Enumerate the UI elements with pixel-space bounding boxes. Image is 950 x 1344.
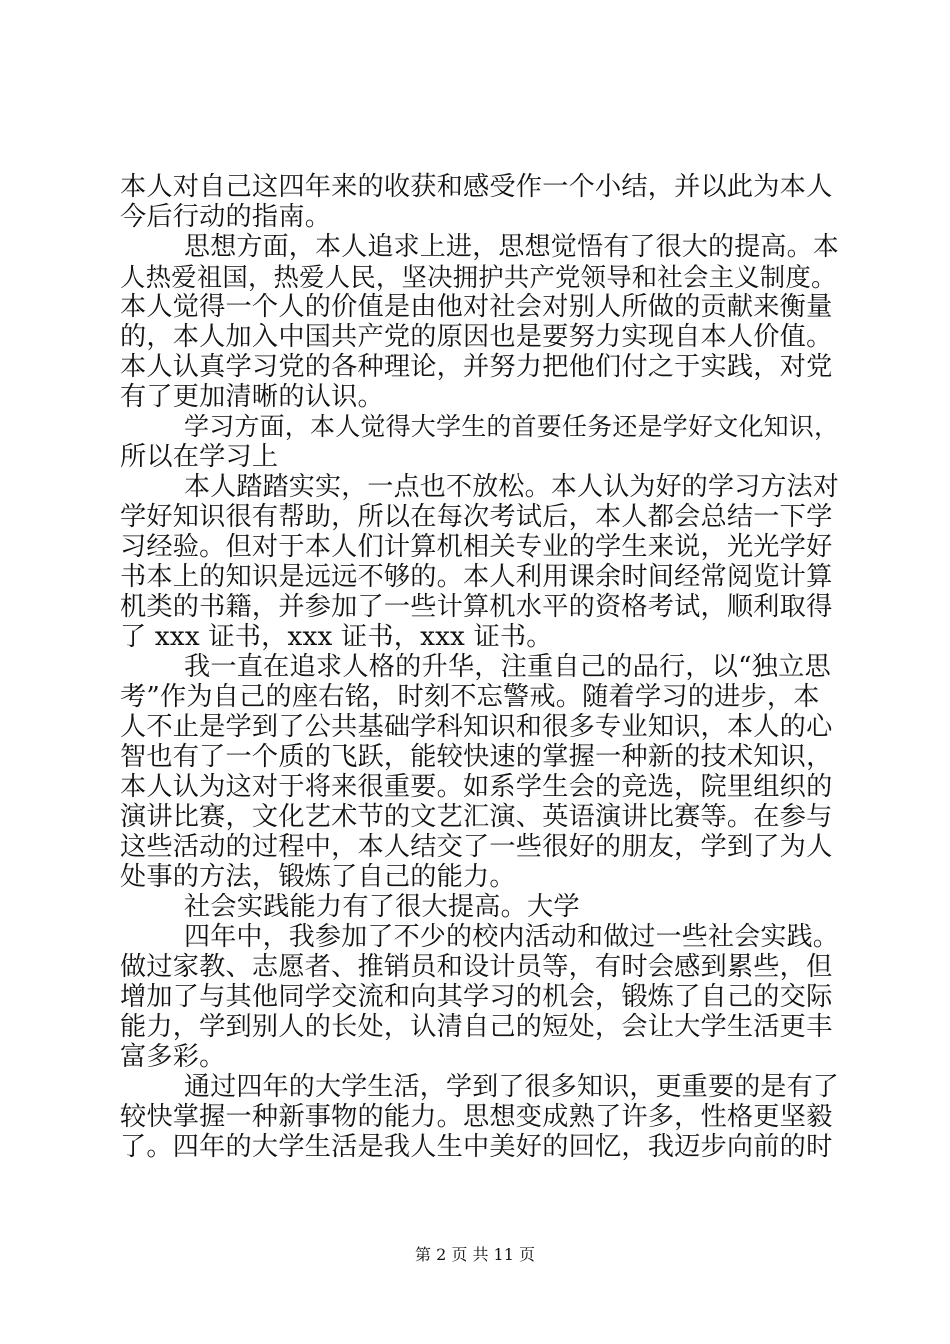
text-line: 习经验。但对于本人们计算机相关专业的学生来说，光光学好 xyxy=(120,532,833,562)
text-line: 处事的方法，锻炼了自己的能力。 xyxy=(120,862,516,892)
text-line: 富多彩。 xyxy=(120,1042,226,1072)
text-line: 我一直在追求人格的升华，注重自己的品行，以“独立思 xyxy=(184,652,831,682)
text-line: 书本上的知识是远远不够的。本人利用课余时间经常阅览计算 xyxy=(120,562,833,592)
text-line: 考”作为自己的座右铭，时刻不忘警戒。随着学习的进步，本 xyxy=(120,682,820,712)
text-line: 本人对自己这四年来的收获和感受作一个小结，并以此为本人 xyxy=(120,172,833,202)
text-line: 社会实践能力有了很大提高。大学 xyxy=(184,892,580,922)
page-footer: 第 2 页 共 11 页 xyxy=(415,1245,535,1264)
text-line: 学好知识很有帮助，所以在每次考试后，本人都会总结一下学 xyxy=(120,502,833,532)
text-line: 本人认为这对于将来很重要。如系学生会的竞选，院里组织的 xyxy=(120,772,833,802)
text-line: 增加了与其他同学交流和向其学习的机会，锻炼了自己的交际 xyxy=(120,982,833,1012)
text-line: 本人踏踏实实，一点也不放松。本人认为好的学习方法对 xyxy=(184,472,840,502)
text-line: 能力，学到别人的长处，认清自己的短处，会让大学生活更丰 xyxy=(120,1012,833,1042)
document-body xyxy=(120,172,840,1162)
text-line: 本人觉得一个人的价值是由他对社会对别人所做的贡献来衡量 xyxy=(120,292,833,322)
text-line: 所以在学习上 xyxy=(120,442,279,472)
text-line: 机类的书籍，并参加了一些计算机水平的资格考试，顺利取得 xyxy=(120,592,833,622)
text-line: 人不止是学到了公共基础学科知识和很多专业知识，本人的心 xyxy=(120,712,833,742)
text-line: 了 xxx 证书，xxx 证书，xxx 证书。 xyxy=(120,622,553,652)
text-line: 人热爱祖国，热爱人民，坚决拥护共产党领导和社会主义制度。 xyxy=(120,262,837,292)
text-line: 演讲比赛，文化艺术节的文艺汇演、英语演讲比赛等。在参与 xyxy=(120,802,833,832)
text-line: 较快掌握一种新事物的能力。思想变成熟了许多，性格更坚毅 xyxy=(120,1102,833,1132)
text-line: 四年中，我参加了不少的校内活动和做过一些社会实践。 xyxy=(184,922,840,952)
text-line: 的，本人加入中国共产党的原因也是要努力实现自本人价值。 xyxy=(120,322,833,352)
text-line: 有了更加清晰的认识。 xyxy=(120,382,384,412)
text-line: 今后行动的指南。 xyxy=(120,202,332,232)
text-line: 智也有了一个质的飞跃，能较快速的掌握一种新的技术知识， xyxy=(120,742,833,772)
text-line: 了。四年的大学生活是我人生中美好的回忆，我迈步向前的时 xyxy=(120,1132,833,1162)
text-line: 学习方面，本人觉得大学生的首要任务还是学好文化知识， xyxy=(184,412,840,441)
text-line: 通过四年的大学生活，学到了很多知识，更重要的是有了 xyxy=(184,1072,840,1102)
text-line: 本人认真学习党的各种理论，并努力把他们付之于实践，对党 xyxy=(120,352,833,382)
text-line: 做过家教、志愿者、推销员和设计员等，有时会感到累些，但 xyxy=(120,952,833,982)
text-line: 思想方面，本人追求上进，思想觉悟有了很大的提高。本 xyxy=(184,232,840,262)
text-line: 这些活动的过程中，本人结交了一些很好的朋友，学到了为人 xyxy=(120,832,833,862)
